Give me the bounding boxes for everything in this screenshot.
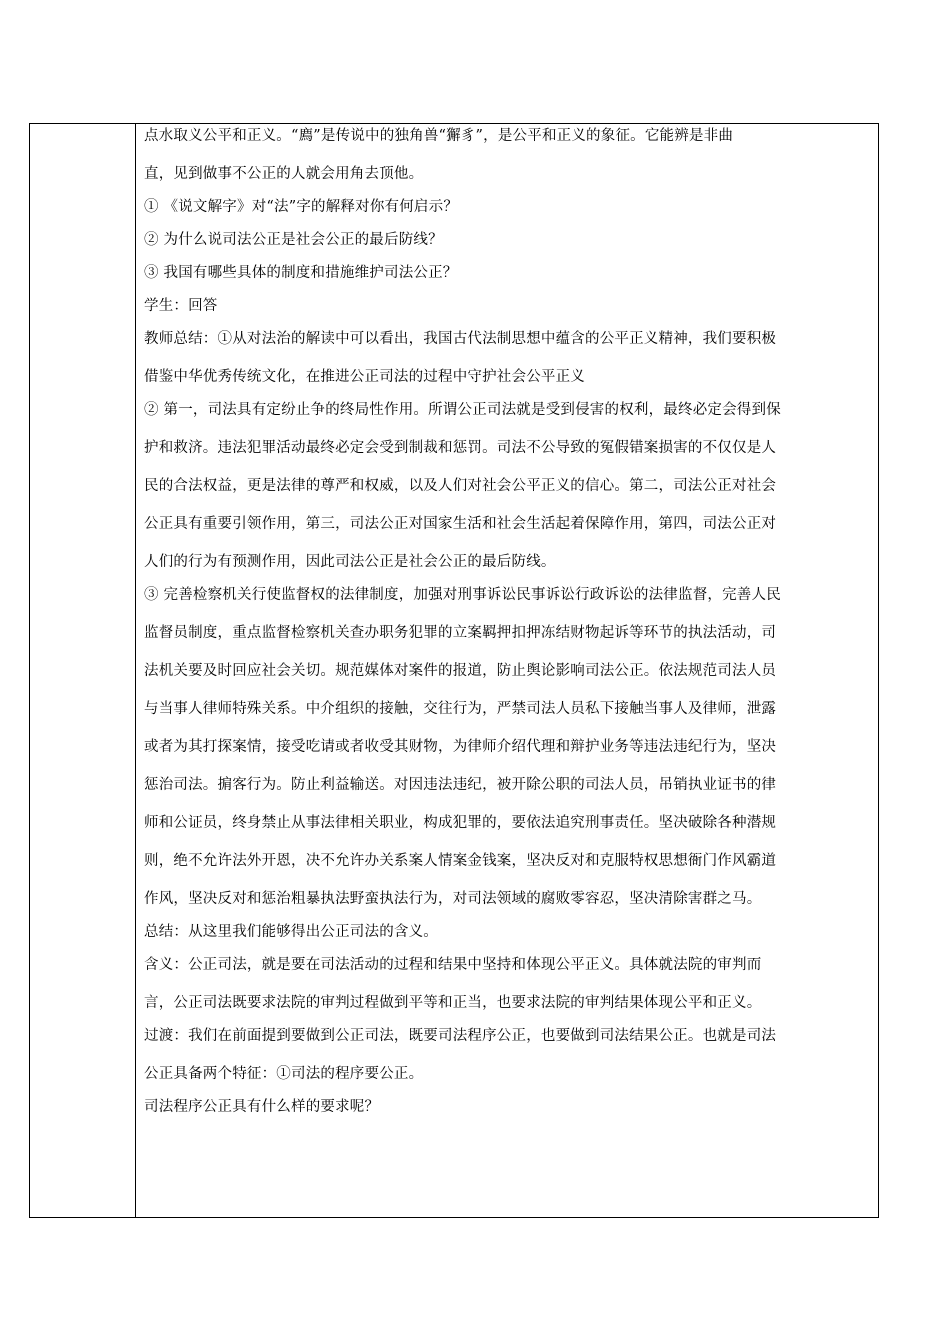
text-line: 护和救济。违法犯罪活动最终必定会受到制裁和惩罚。司法不公导致的冤假错案损害的不仅仅是人 <box>144 440 777 456</box>
text-line: 借鉴中华优秀传统文化，在推进公正司法的过程中守护社会公平正义 <box>144 369 585 385</box>
text-line: ① 《说文解字》对“法”字的解释对你有何启示？ <box>144 199 459 215</box>
text-line: 含义：公正司法，就是要在司法活动的过程和结果中坚持和体现公平正义。具体就法院的审判而 <box>144 957 762 973</box>
text-line: 总结：从这里我们能够得出公正司法的含义。 <box>144 924 438 940</box>
text-line: 公正具备两个特征：①司法的程序要公正。 <box>144 1066 424 1082</box>
text-line: 与当事人律师特殊关系。中介组织的接触，交往行为，严禁司法人员私下接触当事人及律师，泄露 <box>144 701 777 717</box>
text-line: 言，公正司法既要求法院的审判过程做到平等和正当，也要求法院的审判结果体现公平和正义。 <box>144 995 762 1011</box>
text-line: ③ 完善检察机关行使监督权的法律制度，加强对刑事诉讼民事诉讼行政诉讼的法律监督，完善人民 <box>144 587 781 603</box>
text-line: 直，见到做事不公正的人就会用角去顶他。 <box>144 166 424 182</box>
text-line: 民的合法权益，更是法律的尊严和权威，以及人们对社会公平正义的信心。第二，司法公正对社会 <box>144 478 777 494</box>
text-line: 则，绝不允许法外开恩，决不允许办关系案人情案金钱案，坚决反对和克服特权思想衙门作风霸道 <box>144 853 777 869</box>
lesson-table <box>29 123 879 1218</box>
text-line: 学生：回答 <box>144 298 218 314</box>
text-line: 教师总结：①从对法治的解读中可以看出，我国古代法制思想中蕴含的公平正义精神，我们要积极 <box>144 331 777 347</box>
text-line: 点水取义公平和正义。“廌”是传说中的独角兽“獬豸”，是公平和正义的象征。它能辨是非曲 <box>144 128 734 144</box>
text-line: 司法程序公正具有什么样的要求呢？ <box>144 1099 380 1115</box>
text-line: ② 第一，司法具有定纷止争的终局性作用。所谓公正司法就是受到侵害的权利，最终必定会得到保 <box>144 402 781 418</box>
text-line: 过渡：我们在前面提到要做到公正司法，既要司法程序公正，也要做到司法结果公正。也就是司法 <box>144 1028 777 1044</box>
text-line: 法机关要及时回应社会关切。规范媒体对案件的报道，防止舆论影响司法公正。依法规范司法人员 <box>144 663 777 679</box>
text-line: 人们的行为有预测作用，因此司法公正是社会公正的最后防线。 <box>144 554 556 570</box>
text-line: 师和公证员，终身禁止从事法律相关职业，构成犯罪的，要依法追究刑事责任。坚决破除各种潜规 <box>144 815 777 831</box>
left-column-cell <box>30 124 136 1217</box>
text-line: 监督员制度，重点监督检察机关查办职务犯罪的立案羁押扣押冻结财物起诉等环节的执法活动，司 <box>144 625 777 641</box>
text-line: 惩治司法。掮客行为。防止利益输送。对因违法违纪，被开除公职的司法人员，吊销执业证书的律 <box>144 777 777 793</box>
text-line: ③ 我国有哪些具体的制度和措施维护司法公正？ <box>144 265 458 281</box>
text-line: 或者为其打探案情，接受吃请或者收受其财物，为律师介绍代理和辩护业务等违法违纪行为，坚决 <box>144 739 777 755</box>
text-line: ② 为什么说司法公正是社会公正的最后防线？ <box>144 232 443 248</box>
text-line: 作风，坚决反对和惩治粗暴执法野蛮执法行为，对司法领域的腐败零容忍，坚决清除害群之马。 <box>144 891 762 907</box>
content-cell <box>136 124 878 1217</box>
text-line: 公正具有重要引领作用，第三，司法公正对国家生活和社会生活起着保障作用，第四，司法公正对 <box>144 516 777 532</box>
